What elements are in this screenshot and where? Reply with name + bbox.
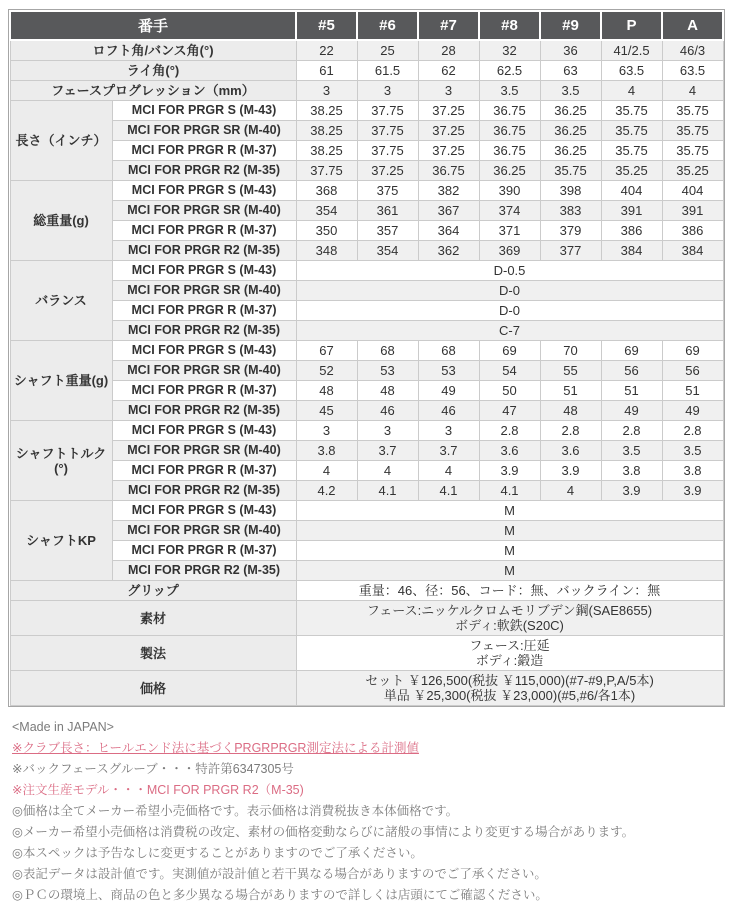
spec-row [10, 241, 723, 261]
club-column-header: #8 [479, 11, 540, 40]
spec-value-cell: 390 [479, 181, 540, 201]
price-note: ◎価格は全てメーカー希望小売価格です。表示価格は消費税抜き本体価格です。 [12, 804, 459, 818]
spec-value-cell: 36.25 [540, 141, 601, 161]
spec-value-cell: 37.25 [418, 101, 479, 121]
spec-value-cell: 404 [601, 181, 662, 201]
footer-notes [12, 720, 731, 903]
row-label: フェースプログレッション（mm） [10, 81, 296, 101]
spec-value-cell: 3.5 [479, 81, 540, 101]
shaft-name-cell: MCI FOR PRGR SR (M-40) [112, 521, 296, 541]
section-label: バランス [10, 261, 112, 341]
spec-row [10, 101, 723, 121]
shaft-name-cell: MCI FOR PRGR R (M-37) [112, 461, 296, 481]
spec-value-cell: 3.9 [479, 461, 540, 481]
spec-row [10, 261, 723, 281]
spec-value-cell: 37.75 [357, 101, 418, 121]
spec-table-body [10, 40, 723, 706]
club-column-header: #7 [418, 11, 479, 40]
row-label: グリップ [10, 581, 296, 601]
spec-row [10, 461, 723, 481]
spec-value-cell: 69 [662, 341, 723, 361]
spec-row [10, 381, 723, 401]
spec-row [10, 40, 723, 61]
spec-value-cell: 2.8 [601, 421, 662, 441]
spec-value-cell: 3 [296, 81, 357, 101]
shaft-name-cell: MCI FOR PRGR S (M-43) [112, 341, 296, 361]
spec-row [10, 201, 723, 221]
spec-value-cell: 3.8 [662, 461, 723, 481]
spec-row [10, 501, 723, 521]
made-in-japan-label: <Made in JAPAN> [12, 720, 114, 734]
spec-value-cell: 25 [357, 40, 418, 61]
merged-value-cell: M [296, 521, 723, 541]
merged-value-cell: M [296, 541, 723, 561]
spec-row [10, 281, 723, 301]
merged-value-cell: C-7 [296, 321, 723, 341]
spec-value-cell: 369 [479, 241, 540, 261]
spec-value-cell: 3 [418, 421, 479, 441]
back-face-groove-note: ※バックフェースグルーブ・・・特許第6347305号 [12, 762, 294, 776]
full-width-value-cell: セット ￥126,500(税抜 ￥115,000)(#7-#9,P,A/5本) 単品 ￥25,300(税抜 ￥23,000)(#5,#6/各1本) [296, 671, 723, 706]
spec-value-cell: 35.25 [601, 161, 662, 181]
section-label: シャフトトルク(°) [10, 421, 112, 501]
merged-value-cell: D-0 [296, 301, 723, 321]
spec-value-cell: 61 [296, 61, 357, 81]
spec-value-cell: 56 [662, 361, 723, 381]
spec-value-cell: 2.8 [662, 421, 723, 441]
spec-value-cell: 54 [479, 361, 540, 381]
spec-value-cell: 41/2.5 [601, 40, 662, 61]
spec-value-cell: 4.1 [418, 481, 479, 501]
spec-value-cell: 36 [540, 40, 601, 61]
shaft-name-cell: MCI FOR PRGR R (M-37) [112, 141, 296, 161]
spec-value-cell: 3.5 [601, 441, 662, 461]
spec-value-cell: 52 [296, 361, 357, 381]
spec-value-cell: 2.8 [540, 421, 601, 441]
spec-row [10, 581, 723, 601]
spec-value-cell: 4 [662, 81, 723, 101]
spec-value-cell: 51 [540, 381, 601, 401]
club-number-header: 番手 [10, 11, 296, 40]
spec-value-cell: 36.75 [479, 101, 540, 121]
spec-value-cell: 49 [418, 381, 479, 401]
spec-value-cell: 63.5 [601, 61, 662, 81]
spec-value-cell: 3.9 [601, 481, 662, 501]
spec-value-cell: 364 [418, 221, 479, 241]
shaft-name-cell: MCI FOR PRGR SR (M-40) [112, 281, 296, 301]
club-column-header: #5 [296, 11, 357, 40]
row-label: 製法 [10, 636, 296, 671]
spec-row [10, 301, 723, 321]
spec-value-cell: 47 [479, 401, 540, 421]
spec-value-cell: 35.75 [662, 121, 723, 141]
spec-value-cell: 45 [296, 401, 357, 421]
club-column-header: A [662, 11, 723, 40]
shaft-name-cell: MCI FOR PRGR R2 (M-35) [112, 481, 296, 501]
spec-value-cell: 367 [418, 201, 479, 221]
section-label: 長さ（インチ） [10, 101, 112, 181]
full-width-value-cell: 重量：46、径：56、コード：無、バックライン：無 [296, 581, 723, 601]
spec-value-cell: 35.25 [662, 161, 723, 181]
shaft-name-cell: MCI FOR PRGR R (M-37) [112, 381, 296, 401]
spec-value-cell: 68 [357, 341, 418, 361]
spec-value-cell: 4 [357, 461, 418, 481]
spec-value-cell: 3 [418, 81, 479, 101]
spec-value-cell: 49 [662, 401, 723, 421]
club-column-header: P [601, 11, 662, 40]
spec-row [10, 141, 723, 161]
full-width-value-cell: フェース:圧延 ボディ:鍛造 [296, 636, 723, 671]
shaft-name-cell: MCI FOR PRGR R2 (M-35) [112, 241, 296, 261]
spec-value-cell: 35.75 [601, 121, 662, 141]
spec-value-cell: 371 [479, 221, 540, 241]
shaft-name-cell: MCI FOR PRGR R2 (M-35) [112, 561, 296, 581]
shaft-name-cell: MCI FOR PRGR R (M-37) [112, 221, 296, 241]
spec-value-cell: 357 [357, 221, 418, 241]
spec-row [10, 221, 723, 241]
spec-value-cell: 382 [418, 181, 479, 201]
shaft-name-cell: MCI FOR PRGR SR (M-40) [112, 361, 296, 381]
section-label: シャフトKP [10, 501, 112, 581]
spec-value-cell: 46 [418, 401, 479, 421]
section-label: シャフト重量(g) [10, 341, 112, 421]
spec-value-cell: 37.25 [418, 121, 479, 141]
merged-value-cell: M [296, 561, 723, 581]
spec-value-cell: 37.75 [296, 161, 357, 181]
club-column-header: #6 [357, 11, 418, 40]
spec-value-cell: 35.75 [601, 141, 662, 161]
spec-value-cell: 53 [357, 361, 418, 381]
spec-value-cell: 348 [296, 241, 357, 261]
spec-value-cell: 22 [296, 40, 357, 61]
design-value-note: ◎表記データは設計値です。実測値が設計値と若干異なる場合がありますのでご了承ください。 [12, 867, 547, 881]
spec-row [10, 341, 723, 361]
spec-value-cell: 67 [296, 341, 357, 361]
spec-value-cell: 36.25 [479, 161, 540, 181]
spec-value-cell: 35.75 [662, 141, 723, 161]
spec-row [10, 181, 723, 201]
spec-value-cell: 4.1 [479, 481, 540, 501]
spec-value-cell: 374 [479, 201, 540, 221]
spec-value-cell: 362 [418, 241, 479, 261]
spec-table [9, 10, 724, 706]
spec-value-cell: 36.25 [540, 101, 601, 121]
spec-value-cell: 63 [540, 61, 601, 81]
spec-value-cell: 62 [418, 61, 479, 81]
spec-value-cell: 3 [357, 421, 418, 441]
spec-value-cell: 398 [540, 181, 601, 201]
spec-row [10, 81, 723, 101]
spec-value-cell: 384 [601, 241, 662, 261]
spec-row [10, 671, 723, 706]
row-label: ロフト角/バンス角(°) [10, 40, 296, 61]
spec-value-cell: 53 [418, 361, 479, 381]
spec-value-cell: 368 [296, 181, 357, 201]
spec-value-cell: 350 [296, 221, 357, 241]
spec-value-cell: 2.8 [479, 421, 540, 441]
spec-value-cell: 379 [540, 221, 601, 241]
spec-value-cell: 3.8 [296, 441, 357, 461]
spec-value-cell: 48 [357, 381, 418, 401]
spec-value-cell: 4 [296, 461, 357, 481]
spec-row [10, 561, 723, 581]
spec-value-cell: 37.75 [357, 121, 418, 141]
shaft-name-cell: MCI FOR PRGR R2 (M-35) [112, 401, 296, 421]
spec-row [10, 61, 723, 81]
spec-value-cell: 391 [601, 201, 662, 221]
spec-value-cell: 50 [479, 381, 540, 401]
spec-value-cell: 69 [479, 341, 540, 361]
spec-value-cell: 61.5 [357, 61, 418, 81]
spec-value-cell: 3.5 [540, 81, 601, 101]
shaft-name-cell: MCI FOR PRGR S (M-43) [112, 261, 296, 281]
spec-row [10, 361, 723, 381]
spec-value-cell: 38.25 [296, 101, 357, 121]
spec-value-cell: 35.75 [601, 101, 662, 121]
merged-value-cell: M [296, 501, 723, 521]
full-width-value-cell: フェース:ニッケルクロムモリブデン鋼(SAE8655) ボディ:軟鉄(S20C) [296, 601, 723, 636]
spec-row [10, 321, 723, 341]
spec-value-cell: 36.75 [418, 161, 479, 181]
spec-value-cell: 37.75 [357, 141, 418, 161]
spec-value-cell: 37.25 [418, 141, 479, 161]
spec-value-cell: 3.6 [540, 441, 601, 461]
shaft-name-cell: MCI FOR PRGR S (M-43) [112, 101, 296, 121]
spec-value-cell: 69 [601, 341, 662, 361]
shaft-name-cell: MCI FOR PRGR S (M-43) [112, 181, 296, 201]
spec-table-head [10, 11, 723, 40]
spec-value-cell: 37.25 [357, 161, 418, 181]
row-label: 素材 [10, 601, 296, 636]
spec-value-cell: 3.7 [418, 441, 479, 461]
spec-change-note: ◎本スペックは予告なしに変更することがありますのでご了承ください。 [12, 846, 423, 860]
shaft-name-cell: MCI FOR PRGR SR (M-40) [112, 121, 296, 141]
spec-value-cell: 3.9 [540, 461, 601, 481]
shaft-name-cell: MCI FOR PRGR R (M-37) [112, 301, 296, 321]
spec-value-cell: 361 [357, 201, 418, 221]
spec-value-cell: 35.75 [540, 161, 601, 181]
spec-value-cell: 3.9 [662, 481, 723, 501]
section-label: 総重量(g) [10, 181, 112, 261]
club-length-note-link[interactable]: ※クラブ長さ：ヒールエンド法に基づくPRGRPRGR測定法による計測値 [12, 741, 419, 755]
spec-value-cell: 51 [601, 381, 662, 401]
spec-value-cell: 3 [357, 81, 418, 101]
spec-value-cell: 46 [357, 401, 418, 421]
spec-value-cell: 38.25 [296, 121, 357, 141]
spec-value-cell: 46/3 [662, 40, 723, 61]
spec-row [10, 521, 723, 541]
club-column-header: #9 [540, 11, 601, 40]
spec-value-cell: 36.75 [479, 121, 540, 141]
spec-value-cell: 49 [601, 401, 662, 421]
spec-value-cell: 3.7 [357, 441, 418, 461]
spec-value-cell: 391 [662, 201, 723, 221]
spec-value-cell: 38.25 [296, 141, 357, 161]
spec-value-cell: 36.75 [479, 141, 540, 161]
spec-value-cell: 56 [601, 361, 662, 381]
spec-value-cell: 383 [540, 201, 601, 221]
spec-value-cell: 4.2 [296, 481, 357, 501]
spec-value-cell: 377 [540, 241, 601, 261]
spec-value-cell: 4 [418, 461, 479, 481]
shaft-name-cell: MCI FOR PRGR R2 (M-35) [112, 161, 296, 181]
spec-value-cell: 384 [662, 241, 723, 261]
spec-row [10, 636, 723, 671]
spec-row [10, 481, 723, 501]
spec-value-cell: 3.5 [662, 441, 723, 461]
spec-value-cell: 4 [601, 81, 662, 101]
spec-value-cell: 354 [296, 201, 357, 221]
row-label: 価格 [10, 671, 296, 706]
spec-value-cell: 386 [662, 221, 723, 241]
spec-value-cell: 62.5 [479, 61, 540, 81]
merged-value-cell: D-0 [296, 281, 723, 301]
spec-row [10, 161, 723, 181]
spec-value-cell: 70 [540, 341, 601, 361]
spec-value-cell: 48 [540, 401, 601, 421]
merged-value-cell: D-0.5 [296, 261, 723, 281]
spec-value-cell: 35.75 [662, 101, 723, 121]
spec-value-cell: 4.1 [357, 481, 418, 501]
spec-value-cell: 404 [662, 181, 723, 201]
spec-value-cell: 48 [296, 381, 357, 401]
header-row [10, 11, 723, 40]
pc-environment-note: ◎ＰＣの環境上、商品の色と多少異なる場合がありますので詳しくは店頭にてご確認ください。 [12, 888, 548, 902]
row-label: ライ角(°) [10, 61, 296, 81]
spec-value-cell: 3.8 [601, 461, 662, 481]
shaft-name-cell: MCI FOR PRGR R2 (M-35) [112, 321, 296, 341]
spec-value-cell: 51 [662, 381, 723, 401]
spec-value-cell: 36.25 [540, 121, 601, 141]
spec-row [10, 401, 723, 421]
spec-row [10, 121, 723, 141]
shaft-name-cell: MCI FOR PRGR R (M-37) [112, 541, 296, 561]
spec-row [10, 601, 723, 636]
spec-table-wrapper [8, 9, 725, 707]
spec-value-cell: 3.6 [479, 441, 540, 461]
spec-value-cell: 4 [540, 481, 601, 501]
spec-value-cell: 28 [418, 40, 479, 61]
order-production-model-note: ※注文生産モデル・・・MCI FOR PRGR R2（M-35) [12, 783, 304, 797]
shaft-name-cell: MCI FOR PRGR S (M-43) [112, 501, 296, 521]
spec-value-cell: 375 [357, 181, 418, 201]
spec-value-cell: 3 [296, 421, 357, 441]
shaft-name-cell: MCI FOR PRGR SR (M-40) [112, 201, 296, 221]
spec-row [10, 541, 723, 561]
spec-row [10, 441, 723, 461]
spec-row [10, 421, 723, 441]
spec-value-cell: 32 [479, 40, 540, 61]
spec-value-cell: 55 [540, 361, 601, 381]
price-change-note: ◎メーカー希望小売価格は消費税の改定、素材の価格変動ならびに諸般の事情により変更する場合があります。 [12, 825, 635, 839]
shaft-name-cell: MCI FOR PRGR SR (M-40) [112, 441, 296, 461]
shaft-name-cell: MCI FOR PRGR S (M-43) [112, 421, 296, 441]
spec-value-cell: 68 [418, 341, 479, 361]
spec-value-cell: 354 [357, 241, 418, 261]
spec-value-cell: 63.5 [662, 61, 723, 81]
spec-value-cell: 386 [601, 221, 662, 241]
